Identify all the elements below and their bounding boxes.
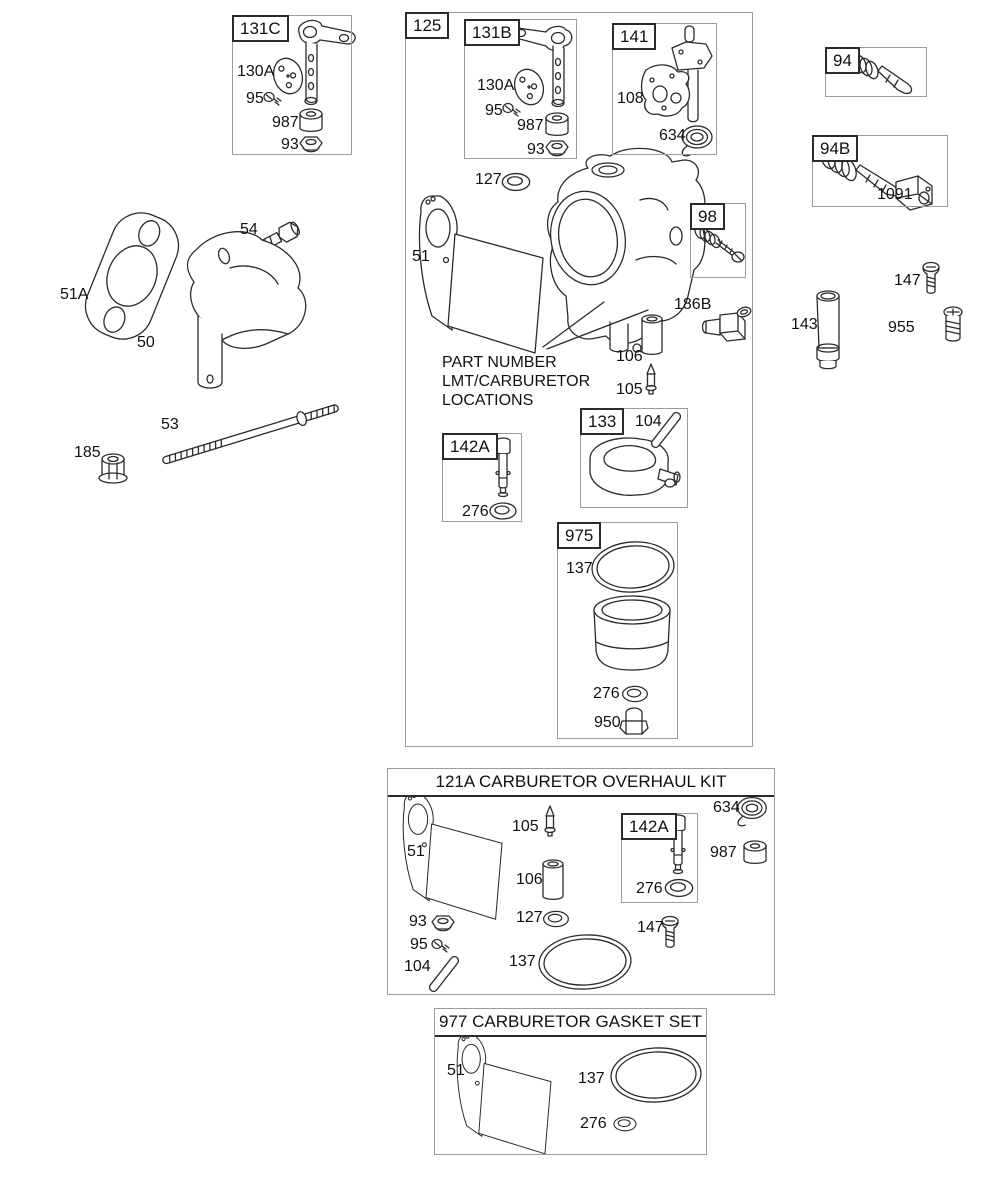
part-label-634-9: 634 [659, 127, 686, 144]
part-label-137-17: 137 [566, 560, 593, 577]
part-label-955-22: 955 [888, 319, 915, 336]
part-label-108-8: 108 [617, 90, 644, 107]
part-label-95-5: 95 [485, 102, 503, 119]
group-box-label-141: 141 [612, 23, 656, 50]
part-art-51a-gasket [77, 204, 188, 348]
part-label-50-26: 50 [137, 334, 155, 351]
group-box-label-142A: 142A [442, 433, 498, 460]
group-box-label-975: 975 [557, 522, 601, 549]
group-box-label-142A-kit: 142A [621, 813, 677, 840]
part-label-104-15: 104 [635, 413, 662, 430]
part-label-93-32: 93 [409, 913, 427, 930]
part-label-127-35: 127 [516, 909, 543, 926]
group-box-label-94B: 94B [812, 135, 858, 162]
group-box-label-98: 98 [690, 203, 725, 230]
group-box-title-977: 977 CARBURETOR GASKET SET [435, 1009, 706, 1037]
part-art-955-screw [944, 307, 962, 341]
part-label-51-41: 51 [447, 1062, 465, 1079]
part-label-95-33: 95 [410, 936, 428, 953]
part-label-130A-0: 130A [237, 63, 275, 80]
part-label-276-18: 276 [593, 685, 620, 702]
group-box-98 [690, 203, 746, 278]
part-label-105-30: 105 [512, 818, 539, 835]
part-label-104-34: 104 [404, 958, 431, 975]
group-box-title-121A: 121A CARBURETOR OVERHAUL KIT [388, 769, 774, 797]
part-label-105-14: 105 [616, 381, 643, 398]
part-label-51A-25: 51A [60, 286, 89, 303]
part-label-106-13: 106 [616, 348, 643, 365]
part-label-93-3: 93 [281, 136, 299, 153]
part-label-276-16: 276 [462, 503, 489, 520]
part-label-127-10: 127 [475, 171, 502, 188]
group-box-label-125: 125 [405, 12, 449, 39]
part-art-143-standpipe [817, 291, 839, 369]
part-label-987-40: 987 [710, 844, 737, 861]
part-label-95-1: 95 [246, 90, 264, 107]
part-label-276-43: 276 [580, 1115, 607, 1132]
group-box-label-131B: 131B [464, 19, 520, 46]
part-label-143-23: 143 [791, 316, 818, 333]
part-label-137-36: 137 [509, 953, 536, 970]
part-label-51-29: 51 [407, 843, 425, 860]
part-label-53-27: 53 [161, 416, 179, 433]
part-label-51-11: 51 [412, 248, 430, 265]
part-label-950-19: 950 [594, 714, 621, 731]
part-label-987-6: 987 [517, 117, 544, 134]
group-box-975 [557, 522, 678, 739]
group-box-94 [825, 47, 927, 97]
part-label-634-39: 634 [713, 799, 740, 816]
part-label-987-2: 987 [272, 114, 299, 131]
part-label-186B-12: 186B [674, 296, 712, 313]
part-label-54-24: 54 [240, 221, 258, 238]
part-label-130A-4: 130A [477, 77, 515, 94]
part-art-50-intake-manifold [187, 232, 305, 388]
part-label-1091-20: 1091 [877, 186, 913, 203]
part-label-185-28: 185 [74, 444, 101, 461]
group-box-label-131C: 131C [232, 15, 289, 42]
note-line-3: LOCATIONS [442, 392, 534, 409]
group-box-133 [580, 408, 688, 508]
note-line-1: PART NUMBER [442, 354, 557, 371]
part-label-147-21: 147 [894, 272, 921, 289]
part-label-93-7: 93 [527, 141, 545, 158]
part-label-106-31: 106 [516, 871, 543, 888]
part-art-185-flange-nut [99, 454, 127, 483]
group-box-977 [434, 1008, 707, 1155]
group-box-label-133: 133 [580, 408, 624, 435]
group-box-131C [232, 15, 352, 155]
group-box-label-94: 94 [825, 47, 860, 74]
part-art-53-stud [161, 401, 340, 468]
part-label-276-37: 276 [636, 880, 663, 897]
part-label-137-42: 137 [578, 1070, 605, 1087]
part-number-note [442, 353, 590, 410]
note-line-2: LMT/CARBURETOR [442, 373, 591, 390]
part-label-147-38: 147 [637, 919, 664, 936]
